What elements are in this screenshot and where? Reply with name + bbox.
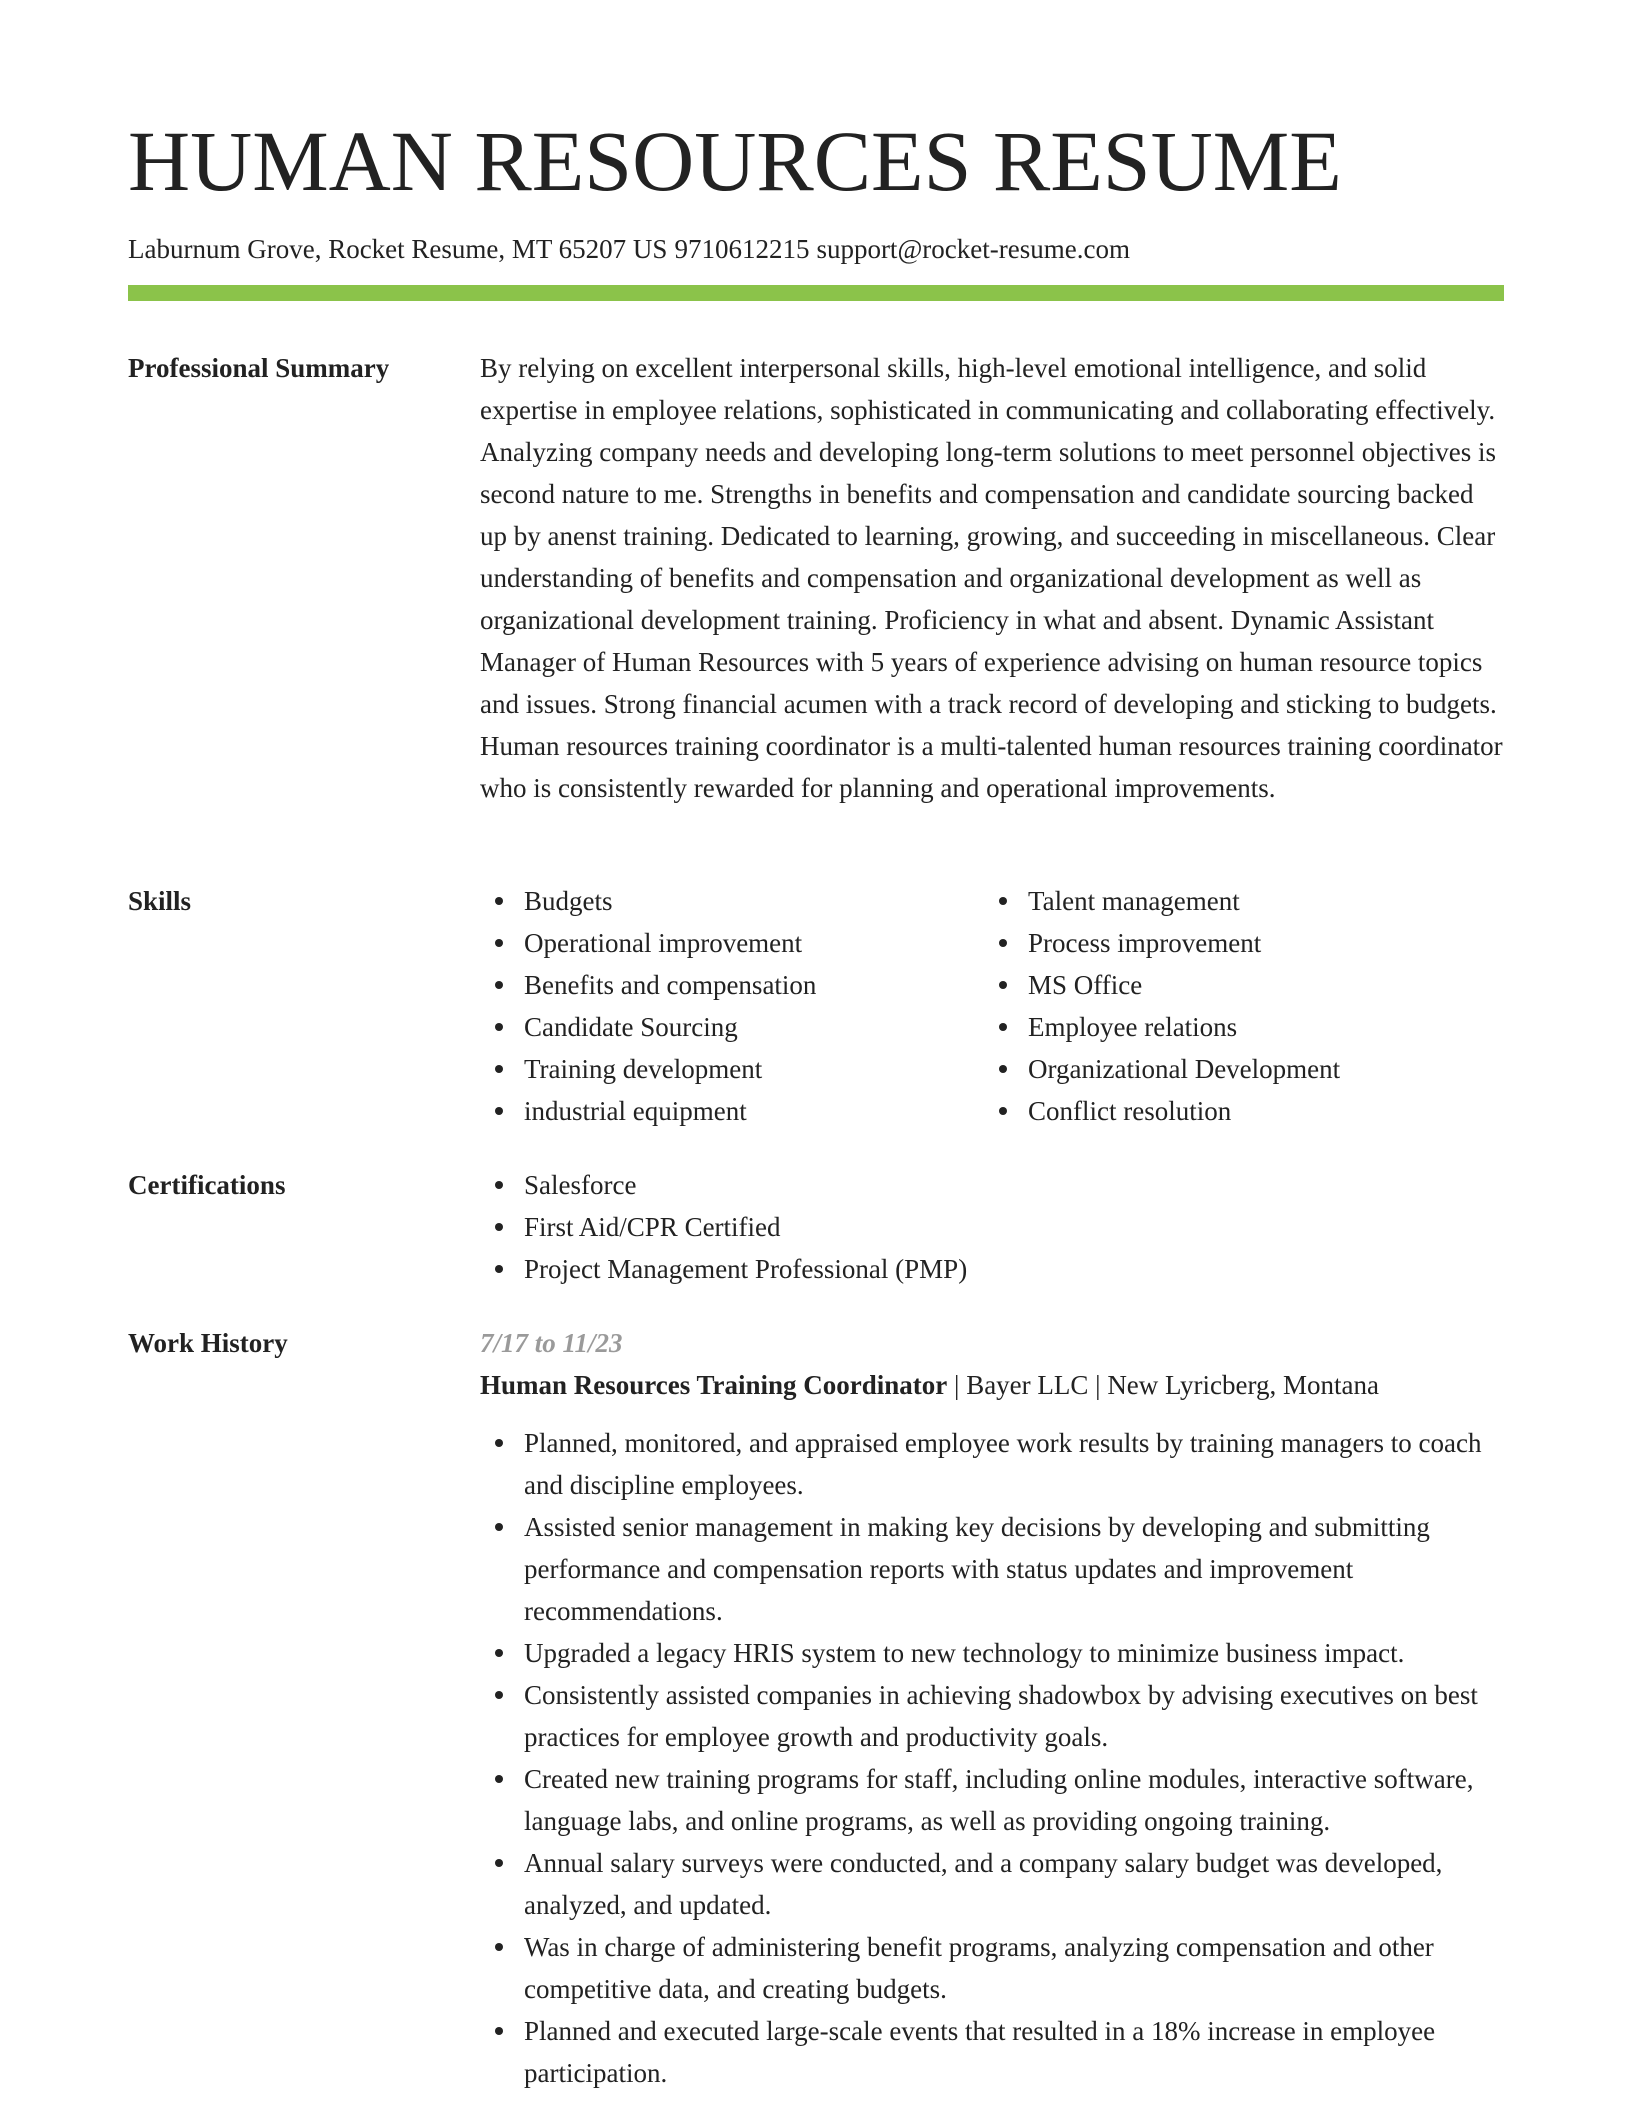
- skill-item: MS Office: [984, 964, 1488, 1006]
- resume-title: HUMAN RESOURCES RESUME: [128, 113, 1342, 209]
- job-bullet: Upgraded a legacy HRIS system to new technology to minimize business impact.: [480, 1632, 1506, 1674]
- job-header: [480, 1364, 1506, 1406]
- certifications-body: [480, 1164, 1506, 1290]
- job-bullet: Was in charge of administering benefit programs, analyzing compensation and other competitive data, and creating budgets.: [480, 1926, 1506, 2010]
- skill-item: industrial equipment: [480, 1090, 984, 1132]
- job-dates: 7/17 to 11/23: [480, 1328, 623, 1358]
- certifications-heading: Certifications: [128, 1170, 286, 1200]
- skill-item: Candidate Sourcing: [480, 1006, 984, 1048]
- skills-list-left: [480, 880, 984, 1132]
- job-company: Bayer LLC: [966, 1370, 1089, 1400]
- job-title: Human Resources Training Coordinator: [480, 1370, 948, 1400]
- summary-heading: Professional Summary: [128, 353, 390, 383]
- skill-item: Benefits and compensation: [480, 964, 984, 1006]
- skill-item: Employee relations: [984, 1006, 1488, 1048]
- contact-line: [128, 232, 1130, 266]
- skill-item: Training development: [480, 1048, 984, 1090]
- job-separator: |: [1095, 1370, 1101, 1400]
- job-bullet-list: [480, 1422, 1506, 2094]
- skills-heading: Skills: [128, 886, 192, 916]
- skill-item: Talent management: [984, 880, 1488, 922]
- summary-body: [480, 347, 1506, 809]
- work-history-body: [480, 1322, 1506, 2094]
- skills-list-right: [984, 880, 1488, 1132]
- summary-text: By relying on excellent interpersonal skills, high-level emotional intelligence, and solid expertise in employee relations, sophisticated in communicating and collaborating effectively. Analyzing company needs and developing long-term solutions to meet personnel objectives is second nature to me. Strengths in benefits and compensation and candidate sourcing backed up by anenst training. Dedicated to learning, growing, and succeeding in miscellaneous. Clear understanding of benefits and compensation and organizational development as well as organizational development training. Proficiency in what and absent. Dynamic Assistant Manager of Human Resources with 5 years of experience advising on human resource topics and issues. Strong financial acumen with a track record of developing and sticking to budgets. Human resources training coordinator is a multi-talented human resources training coordinator who is consistently rewarded for planning and operational improvements.: [480, 353, 1503, 803]
- certifications-list: [480, 1164, 1506, 1290]
- header-divider: [128, 285, 1504, 301]
- skills-columns: [480, 880, 1506, 1132]
- contact-address: Laburnum Grove, Rocket Resume, MT 65207 US: [128, 234, 668, 264]
- certification-item: First Aid/CPR Certified: [480, 1206, 1506, 1248]
- skill-item: Organizational Development: [984, 1048, 1488, 1090]
- job-bullet: Planned and executed large-scale events that resulted in a 18% increase in employee participation.: [480, 2010, 1506, 2094]
- work-history-heading: Work History: [128, 1328, 288, 1358]
- job-separator: |: [954, 1370, 960, 1400]
- job-bullet: Created new training programs for staff, including online modules, interactive software, language labs, and online programs, as well as providing ongoing training.: [480, 1758, 1506, 1842]
- job-bullet: Planned, monitored, and appraised employee work results by training managers to coach and discipline employees.: [480, 1422, 1506, 1506]
- skill-item: Budgets: [480, 880, 984, 922]
- job-bullet: Consistently assisted companies in achieving shadowbox by advising executives on best practices for employee growth and productivity goals.: [480, 1674, 1506, 1758]
- skill-item: Operational improvement: [480, 922, 984, 964]
- skills-body: [480, 880, 1506, 1132]
- contact-email[interactable]: support@rocket-resume.com: [816, 234, 1130, 264]
- certification-item: Salesforce: [480, 1164, 1506, 1206]
- skill-item: Conflict resolution: [984, 1090, 1488, 1132]
- contact-phone: 9710612215: [674, 234, 810, 264]
- job-location: New Lyricberg, Montana: [1107, 1370, 1379, 1400]
- job-entry: [480, 1322, 1506, 2094]
- certification-item: Project Management Professional (PMP): [480, 1248, 1506, 1290]
- job-bullet: Annual salary surveys were conducted, and a company salary budget was developed, analyzed, and updated.: [480, 1842, 1506, 1926]
- skill-item: Process improvement: [984, 922, 1488, 964]
- job-bullet: Assisted senior management in making key decisions by developing and submitting performance and compensation reports with status updates and improvement recommendations.: [480, 1506, 1506, 1632]
